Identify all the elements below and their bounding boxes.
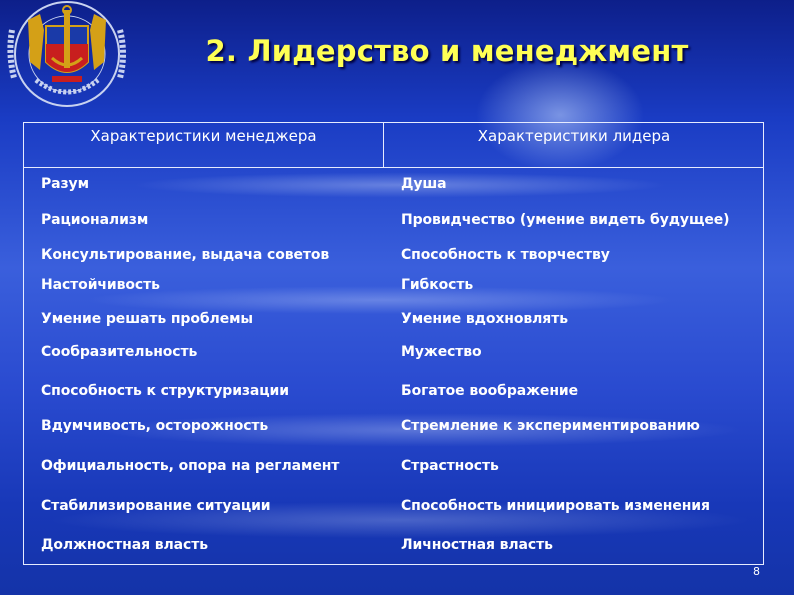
table-row-left: Умение решать проблемы bbox=[41, 311, 253, 327]
table-row-right: Способность к творчеству bbox=[401, 247, 610, 263]
table-row-left: Разум bbox=[41, 176, 89, 192]
table-row-right: Личностная власть bbox=[401, 537, 553, 553]
comparison-table bbox=[23, 122, 764, 565]
table-row-left: Стабилизирование ситуации bbox=[41, 498, 271, 514]
table-row-right: Стремление к экспериментированию bbox=[401, 418, 700, 434]
header-leader: Характеристики лидера bbox=[477, 127, 671, 145]
table-row-right: Мужество bbox=[401, 344, 482, 360]
table-row-left: Официальность, опора на регламент bbox=[41, 458, 340, 474]
header-manager: Характеристики менеджера bbox=[90, 127, 317, 145]
table-row-left: Сообразительность bbox=[41, 344, 198, 360]
table-row-right: Душа bbox=[401, 176, 447, 192]
page-title: 2. Лидерство и менеджмент bbox=[205, 34, 689, 68]
table-row-left: Рационализм bbox=[41, 212, 149, 228]
table-row-left: Вдумчивость, осторожность bbox=[41, 418, 269, 434]
table-row-left: Консультирование, выдача советов bbox=[41, 247, 330, 263]
table-row-left: Настойчивость bbox=[41, 277, 160, 293]
table-row-left: Должностная власть bbox=[41, 537, 208, 553]
table-row-left: Способность к структуризации bbox=[41, 383, 289, 399]
table-row-right: Богатое воображение bbox=[401, 383, 578, 399]
table-row-right: Умение вдохновлять bbox=[401, 311, 568, 327]
header-divider bbox=[24, 167, 763, 168]
table-row-right: Провидчество (умение видеть будущее) bbox=[401, 212, 730, 228]
page-number: 8 bbox=[753, 565, 760, 578]
table-row-right: Гибкость bbox=[401, 277, 474, 293]
table-row-right: Способность инициировать изменения bbox=[401, 498, 710, 514]
table-row-right: Страстность bbox=[401, 458, 499, 474]
